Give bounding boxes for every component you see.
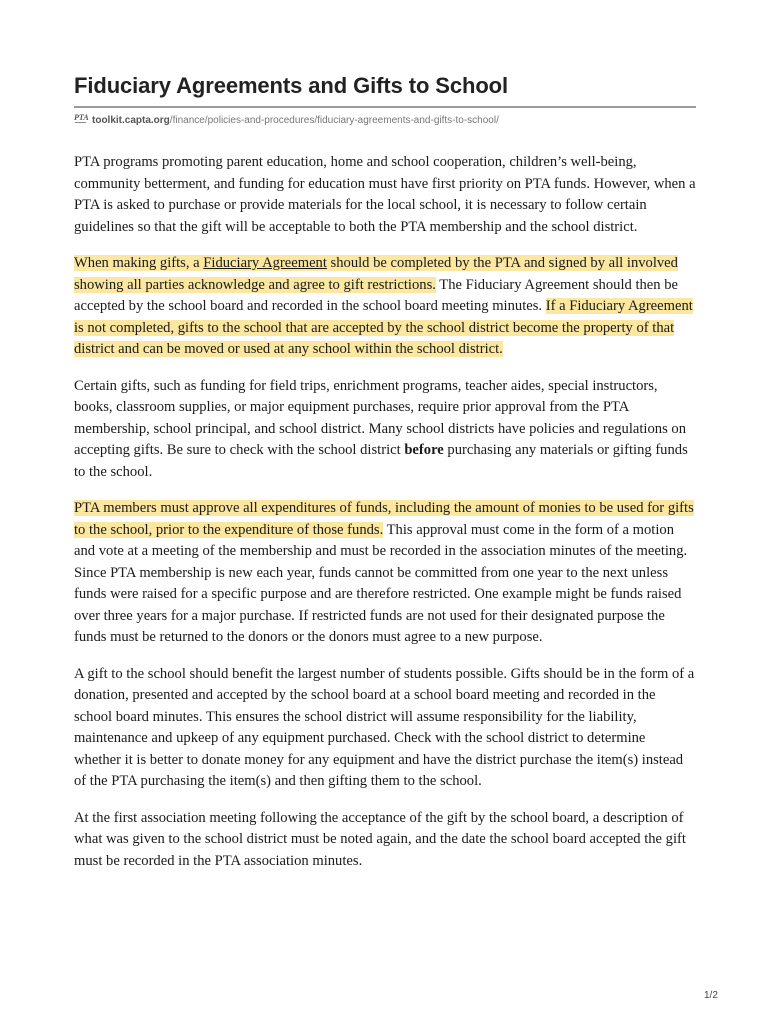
paragraph-6: At the first association meeting following the acceptance of the gift by the school board, a description of what was given to the school district must be noted again, and the date the school board accepted the gift must be recorded in the PTA association minutes. [74,809,686,869]
source-domain[interactable]: toolkit.capta.org [92,115,170,126]
paragraph-text: This approval must come in the form of a motion and vote at a meeting of the membership and must be recorded in the association minutes of the meeting. Since PTA membership is new each year, funds cannot be committed from one year to the next unless funds were raised for a specific purpose and are therefore restricted. One example might be funds raised over three years for a major purchase. If restricted funds are not used for their designated purpose the funds must be returned to the donors or the donors must agree to a new purpose. [74,521,688,645]
paragraph-5: A gift to the school should benefit the largest number of students possible. Gifts should be in the form of a donation, presented and accepted by the school board at a school board meeting and recorded in the school board minutes. This ensures the school district will assume responsibility for the liability, maintenance and upkeep of any equipment purchased. Check with the school district to determine whether it is better to donate money for any equipment and have the district purchase the item(s) instead of the PTA purchasing the item(s) and then gifting them to the school. [74,665,695,789]
page-number: 1/2 [704,990,718,1001]
fiduciary-agreement-link[interactable]: Fiduciary Agreement [203,255,327,271]
paragraph-text: Certain gifts, such as funding for field trips, enrichment programs, teacher aides, special instructors, books, classroom supplies, or major equipment purchases, require prior approval from the PTA membership, school principal, and school district. Many school districts have policies and regulations on accepting gifts. Be sure to check with the school district [74,377,687,458]
source-url [74,113,696,129]
highlight: PTA members must approve all expenditures of funds, including the amount of monies to be used for gifts to the school, prior to the expenditure of those funds. [74,500,694,538]
highlight: When making gifts, a [74,255,204,271]
page-title: Fiduciary Agreements and Gifts to School [74,73,509,98]
paragraph-3 [74,376,696,484]
paragraph-2 [74,253,696,361]
paragraph-text: purchasing any materials or gifting funds to the school. [74,442,688,480]
highlight: should be completed by the PTA and signed by all involved showing all parties acknowledge and agree to gift restrictions. [74,255,678,293]
title-divider [74,106,696,108]
paragraph-text: The Fiduciary Agreement should then be accepted by the school board and recorded in the school board meeting minutes. [74,276,678,314]
article-body [74,152,696,887]
paragraph-1: PTA programs promoting parent education, home and school cooperation, children’s well-being, community betterment, and funding for education must have first priority on PTA funds. However, when a PTA is asked to purchase or provide materials for the local school, it is necessary to follow certain guidelines so that the gift will be acceptable to both the PTA membership and the school district. [74,154,696,235]
source-path[interactable]: /finance/policies-and-procedures/fiduciary-agreements-and-gifts-to-school/ [169,115,499,126]
highlight: If a Fiduciary Agreement is not completed, gifts to the school that are accepted by the school district become the property of that district and can be moved or used at any school within the school district. [74,298,693,357]
pta-logo-icon [74,114,88,124]
emphasis-before: before [404,442,444,458]
paragraph-4 [74,498,696,649]
logo-text: PTA [74,113,89,122]
